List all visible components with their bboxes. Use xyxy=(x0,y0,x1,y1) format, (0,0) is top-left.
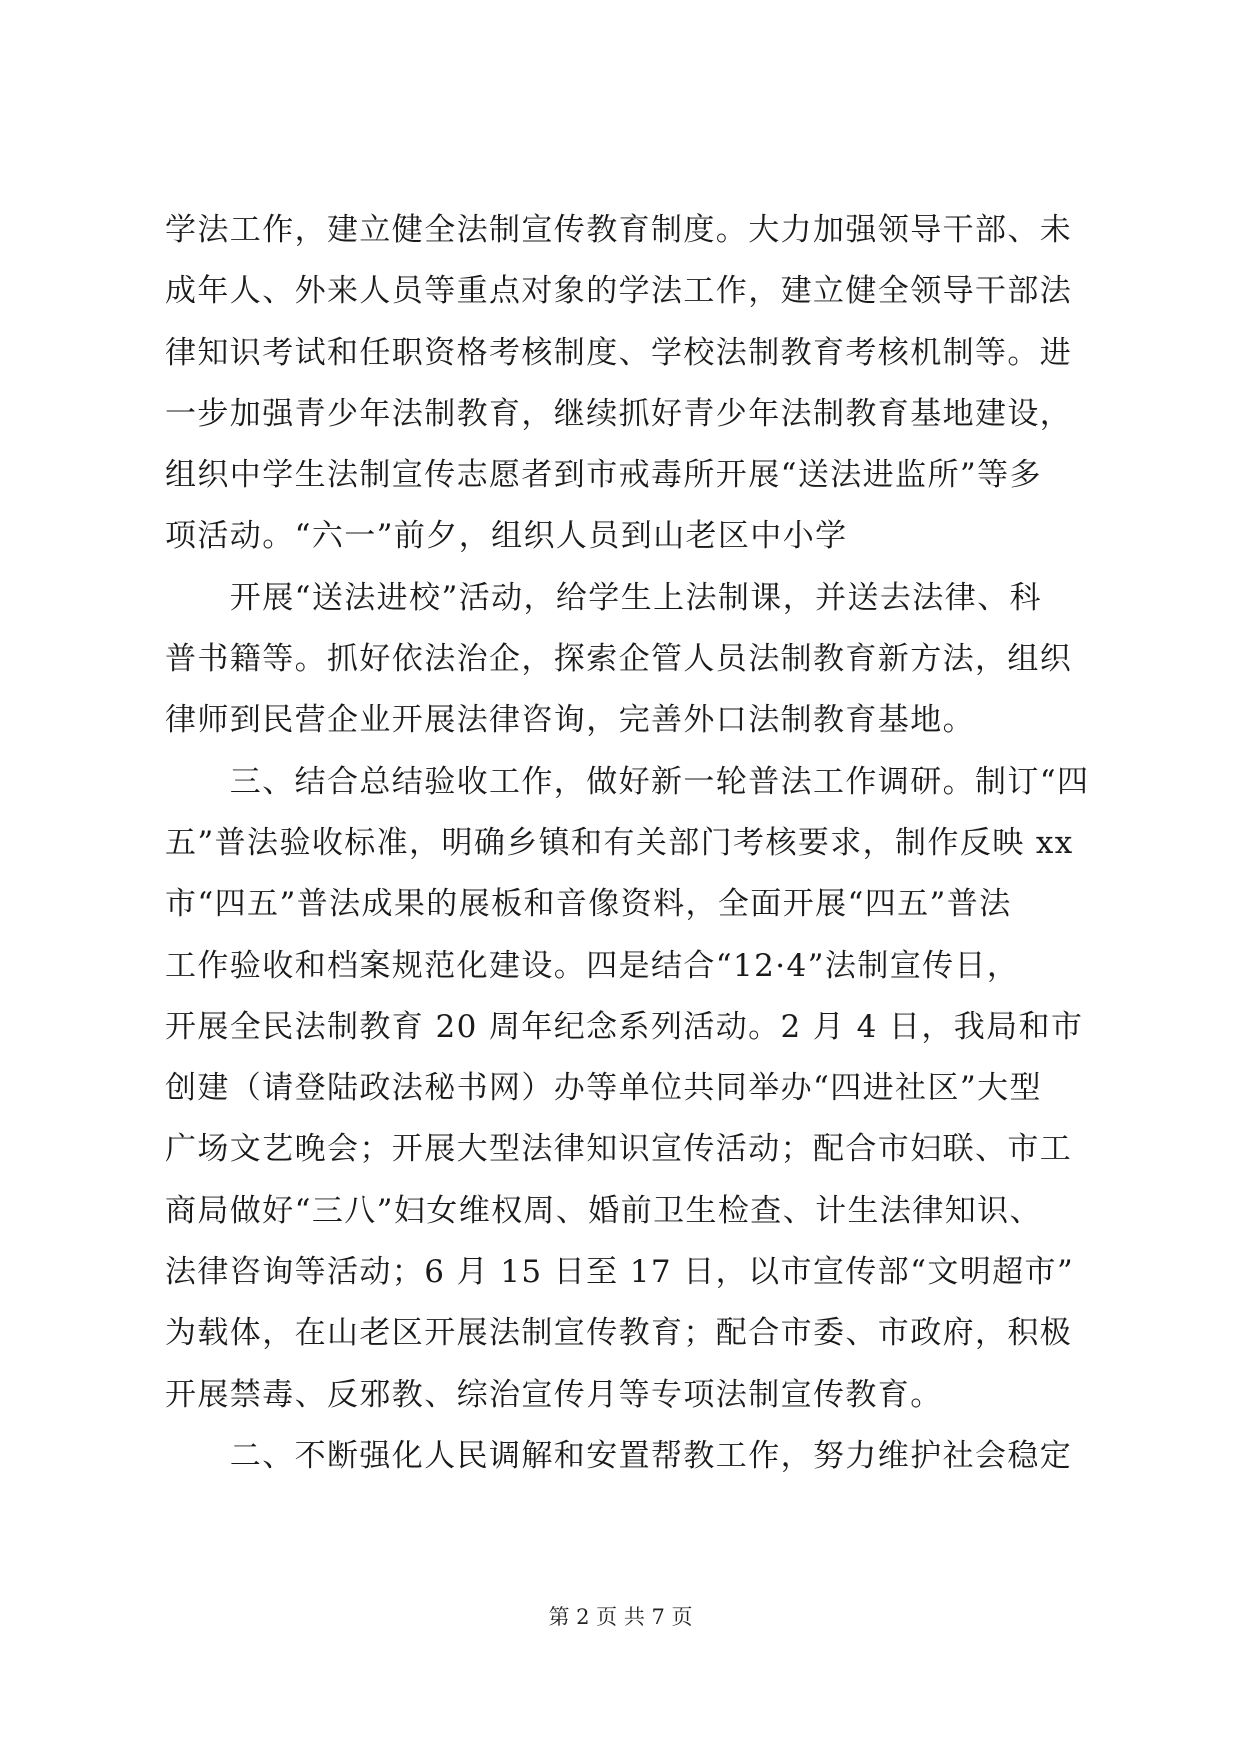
text-line: 律师到民营企业开展法律咨询，完善外口法制教育基地。 xyxy=(165,702,975,739)
text-line: 五”普法验收标准，明确乡镇和有关部门考核要求，制作反映 xx xyxy=(165,824,1074,861)
body-text xyxy=(165,200,1090,1487)
text-line: 开展全民法制教育 20 周年纪念系列活动。2 月 4 日，我局和市 xyxy=(165,1008,1084,1045)
text-line: 广场文艺晚会；开展大型法律知识宣传活动；配合市妇联、市工 xyxy=(165,1131,1073,1168)
text-line: 商局做好“三八”妇女维权周、婚前卫生检查、计生法律知识、 xyxy=(165,1192,1042,1229)
text-line: 普书籍等。抓好依法治企，探索企管人员法制教育新方法，组织 xyxy=(165,641,1073,678)
text-line: 开展禁毒、反邪教、综治宣传月等专项法制宣传教育。 xyxy=(165,1376,943,1413)
text-line: 市“四五”普法成果的展板和音像资料，全面开展“四五”普法 xyxy=(165,886,1012,923)
text-line: 为载体，在山老区开展法制宣传教育；配合市委、市政府，积极 xyxy=(165,1315,1073,1352)
text-line: 组织中学生法制宣传志愿者到市戒毒所开展“送法进监所”等多 xyxy=(165,457,1042,494)
text-line: 创建（请登陆政法秘书网）办等单位共同举办“四进社区”大型 xyxy=(165,1070,1042,1107)
text-line: 工作验收和档案规范化建设。四是结合“12·4”法制宣传日， xyxy=(165,947,1020,984)
text-line: 法律咨询等活动；6 月 15 日至 17 日，以市宣传部“文明超市” xyxy=(165,1254,1075,1291)
page-number-footer: 第 2 页 共 7 页 xyxy=(548,1605,693,1629)
text-line: 律知识考试和任职资格考核制度、学校法制教育考核机制等。进 xyxy=(165,334,1073,371)
text-line: 成年人、外来人员等重点对象的学法工作，建立健全领导干部法 xyxy=(165,273,1073,310)
text-line: 二、不断强化人民调解和安置帮教工作，努力维护社会稳定 xyxy=(165,1437,1073,1474)
text-line: 项活动。“六一”前夕，组织人员到山老区中小学 xyxy=(165,518,848,555)
text-line: 三、结合总结验收工作，做好新一轮普法工作调研。制订“四 xyxy=(165,763,1090,800)
text-line: 学法工作，建立健全法制宣传教育制度。大力加强领导干部、未 xyxy=(165,212,1073,248)
text-line: 一步加强青少年法制教育，继续抓好青少年法制教育基地建设， xyxy=(165,395,1073,432)
text-line: 开展“送法进校”活动，给学生上法制课，并送去法律、科 xyxy=(165,579,1042,616)
